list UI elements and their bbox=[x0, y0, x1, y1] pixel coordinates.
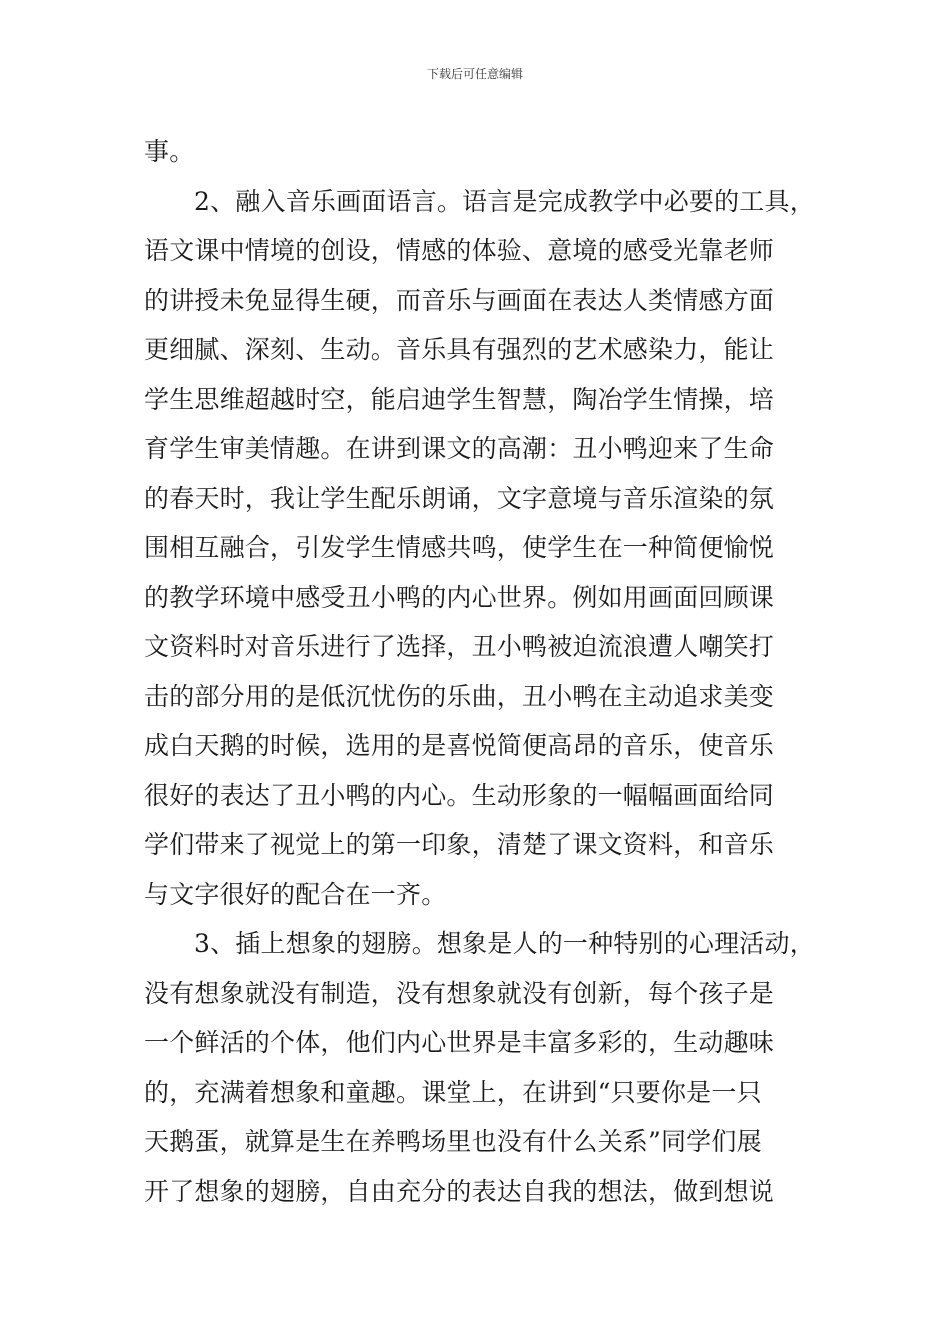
paragraph-start-line: 2、融入音乐画面语言。语言是完成教学中必要的工具， bbox=[194, 186, 815, 216]
text-line: 围相互融合，引发学生情感共鸣，使学生在一种简便愉悦 bbox=[144, 533, 775, 562]
text-line: 事。 bbox=[144, 137, 195, 166]
text-line: 文资料时对音乐进行了选择，丑小鸭被迫流浪遭人嘲笑打 bbox=[144, 632, 775, 661]
text-line: 一个鲜活的个体，他们内心世界是丰富多彩的，生动趣味 bbox=[144, 1028, 775, 1057]
text-line: 学们带来了视觉上的第一印象，清楚了课文资料，和音乐 bbox=[144, 830, 775, 859]
text-line: 与文字很好的配合在一齐。 bbox=[144, 879, 447, 909]
page-header: 下载后可任意编辑 bbox=[426, 67, 523, 81]
text-line: 开了想象的翅膀，自由充分的表达自我的想法，做到想说 bbox=[144, 1176, 775, 1206]
text-line: 语文课中情境的创设，情感的体验、意境的感受光靠老师 bbox=[144, 236, 775, 265]
text-line: 学生思维超越时空，能启迪学生智慧，陶冶学生情操，培 bbox=[144, 384, 775, 414]
text-line: 很好的表达了丑小鸭的内心。生动形象的一幅幅画面给同 bbox=[144, 780, 775, 810]
text-line: 的讲授未免显得生硬，而音乐与画面在表达人类情感方面 bbox=[144, 285, 775, 315]
text-line: 的，充满着想象和童趣。课堂上，在讲到“只要你是一只 bbox=[144, 1077, 762, 1107]
document-body bbox=[144, 127, 814, 1216]
text-line: 击的部分用的是低沉忧伤的乐曲，丑小鸭在主动追求美变 bbox=[144, 681, 775, 711]
text-line: 天鹅蛋，就算是生在养鸭场里也没有什么关系”同学们展 bbox=[144, 1127, 762, 1156]
text-line: 的教学环境中感受丑小鸭的内心世界。例如用画面回顾课 bbox=[144, 582, 775, 612]
paragraph-start-line: 3、插上想象的翅膀。想象是人的一种特别的心理活动， bbox=[194, 929, 815, 958]
text-line: 更细腻、深刻、生动。音乐具有强烈的艺术感染力，能让 bbox=[144, 335, 775, 364]
text-line: 育学生审美情趣。在讲到课文的高潮：丑小鸭迎来了生命 bbox=[144, 434, 775, 463]
text-line: 没有想象就没有制造，没有想象就没有创新，每个孩子是 bbox=[144, 978, 775, 1008]
text-line: 成白天鹅的时候，选用的是喜悦简便高昂的音乐，使音乐 bbox=[144, 731, 775, 760]
text-line: 的春天时，我让学生配乐朗诵，文字意境与音乐渲染的氛 bbox=[144, 483, 775, 513]
